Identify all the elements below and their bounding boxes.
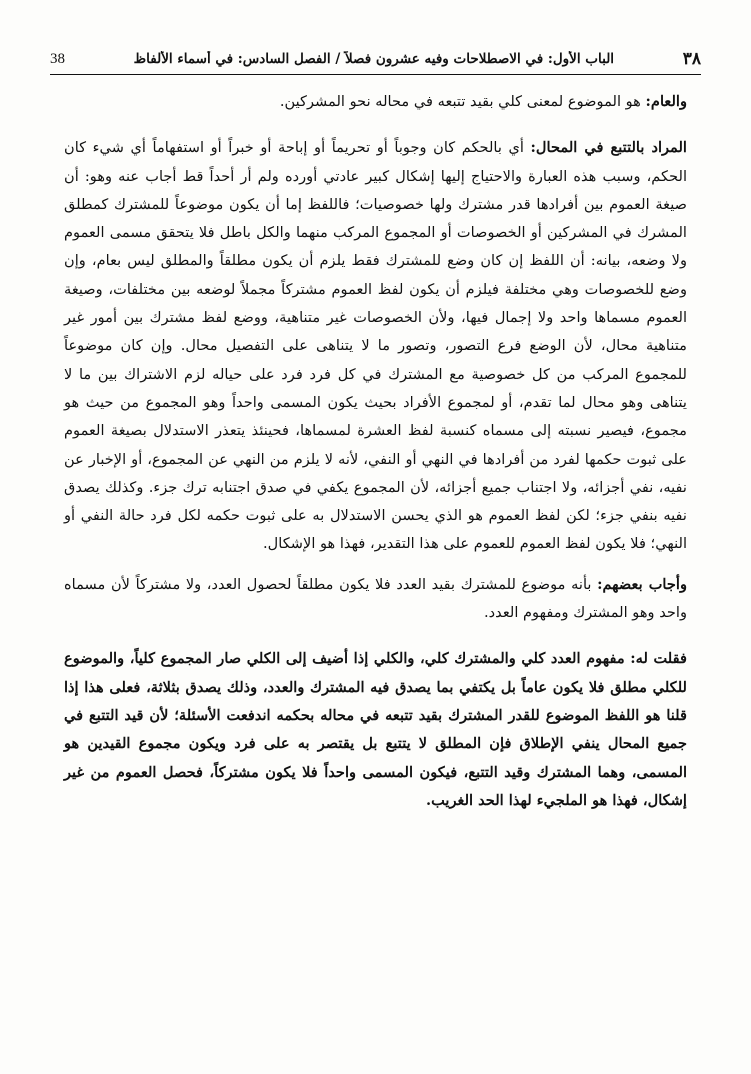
- paragraph-text: مفهوم العدد كلي والمشترك كلي، والكلي إذا أضيف إلى الكلي صار المجموع كلياً، والموضوع للكلي مطلق فلا يكون عاماً بل يكتفي بما يصدق فيه المشترك والعدد، وذلك يصدق بثلاثة، فعلى هذا إذا قلنا هو اللفظ الموضوع للقدر المشترك بقيد تتبعه في محاله بحكمه اندفعت الأسئلة؛ لأن قيد التتبع في جميع المحال ينفي الإطلاق فإن المطلق لا يتتبع بل يقتصر به على فرد ويكون مجموع القيدين هو المسمى، وهما المشترك وقيد التتبع، فيكون المسمى واحداً فلا يكون مشتركاً، فحصل العموم من غير إشكال، فهذا هو الملجيء لهذا الحد الغريب.: [64, 650, 687, 809]
- paragraph-some-answered: [64, 571, 687, 628]
- running-title: الباب الأول: في الاصطلاحات وفيه عشرون فصلاً / الفصل السادس: في أسماء الألفاظ: [133, 51, 615, 67]
- paragraph-author-reply: [64, 645, 687, 815]
- paragraph-term: المراد بالتتبع في المحال:: [530, 139, 687, 157]
- page-number-latin: 38: [50, 50, 65, 67]
- paragraph-term: فقلت له:: [630, 650, 687, 668]
- page-body: [64, 88, 687, 815]
- running-header: [50, 44, 701, 75]
- page-number-arabic: ٣٨: [682, 49, 701, 69]
- paragraph-term: والعام:: [645, 93, 687, 110]
- paragraph-tracking-explanation: [64, 134, 687, 558]
- paragraph-general-definition: [64, 88, 687, 116]
- paragraph-text: هو الموضوع لمعنى كلي بقيد تتبعه في محاله نحو المشركين.: [279, 93, 646, 110]
- paragraph-text: بأنه موضوع للمشترك بقيد العدد فلا يكون مطلقاً لحصول العدد، ولا مشتركاً لأن مسماه واحد وهو المشترك ومفهوم العدد.: [64, 575, 687, 622]
- paragraph-text: أي بالحكم كان وجوباً أو تحريماً أو إباحة أو خبراً أو استفهاماً أي شيء كان الحكم، وسبب هذه العبارة والاحتياج إليها إشكال كبير عادتي أورده ولم أر أحداً قط أجاب عنه وهو: أن صيغة العموم بين أفرادها قدر مشترك ولها خصوصيات؛ فاللفظ إما أن يكون موضوعاً للمشترك كمطلق المشرك في المشركين أو الخصوصات أو المجموع المركب منهما والكل باطل فلا يتحقق مسمى العموم ولا وضعه، بيانه: أن اللفظ إن كان وضع للمشترك فقط يلزم أن يكون مطلقاً والمطلق ليس بعام، وإن وضع للخصوصات وهي مختلفة فيلزم أن يكون لفظ العموم مشتركاً مجملاً لوضعه بين مختلفات، وصيغة العموم مسماها واحد ولا إجمال فيها، ولأن الخصوصات غير متناهية، ووضع لفظ مشترك بين أمور غير متناهية محال، لأن الوضع فرع التصور، وتصور ما لا يتناهى على التفصيل محال. وإن كان موضوعاً للمجموع المركب من كل خصوصية مع المشترك في كل فرد فرد على حياله لزم الاشتراك بين ما لا يتناهى وهو محال لما تقدم، أو لمجموع الأفراد بحيث يكون المسمى واحداً وهو المجموع من حيث هو مجموع، فيصير نسبته إلى مسماه كنسبة لفظ العشرة لمسماها، فحينئذ يتعذر الاستدلال بصيغة العموم على ثبوت حكمها لفرد من أفرادها في النهي أو النفي، لأنه لا يلزم من النهي عن المجموع، أو الإخبار عن نفيه، نفي أجزائه، ولا اجتناب جميع أجزائه، لأن المجموع يكفي في صدق اجتنابه ترك جزء. وكذلك يصدق نفيه بنفي جزء؛ لكن لفظ العموم هو الذي يحسن الاستدلال به على ثبوت حكمه لكل فرد حالة النفي أو النهي؛ فلا يكون لفظ العموم للعموم على هذا التقدير، فهذا هو الإشكال.: [64, 139, 687, 553]
- paragraph-term: وأجاب بعضهم:: [597, 575, 687, 593]
